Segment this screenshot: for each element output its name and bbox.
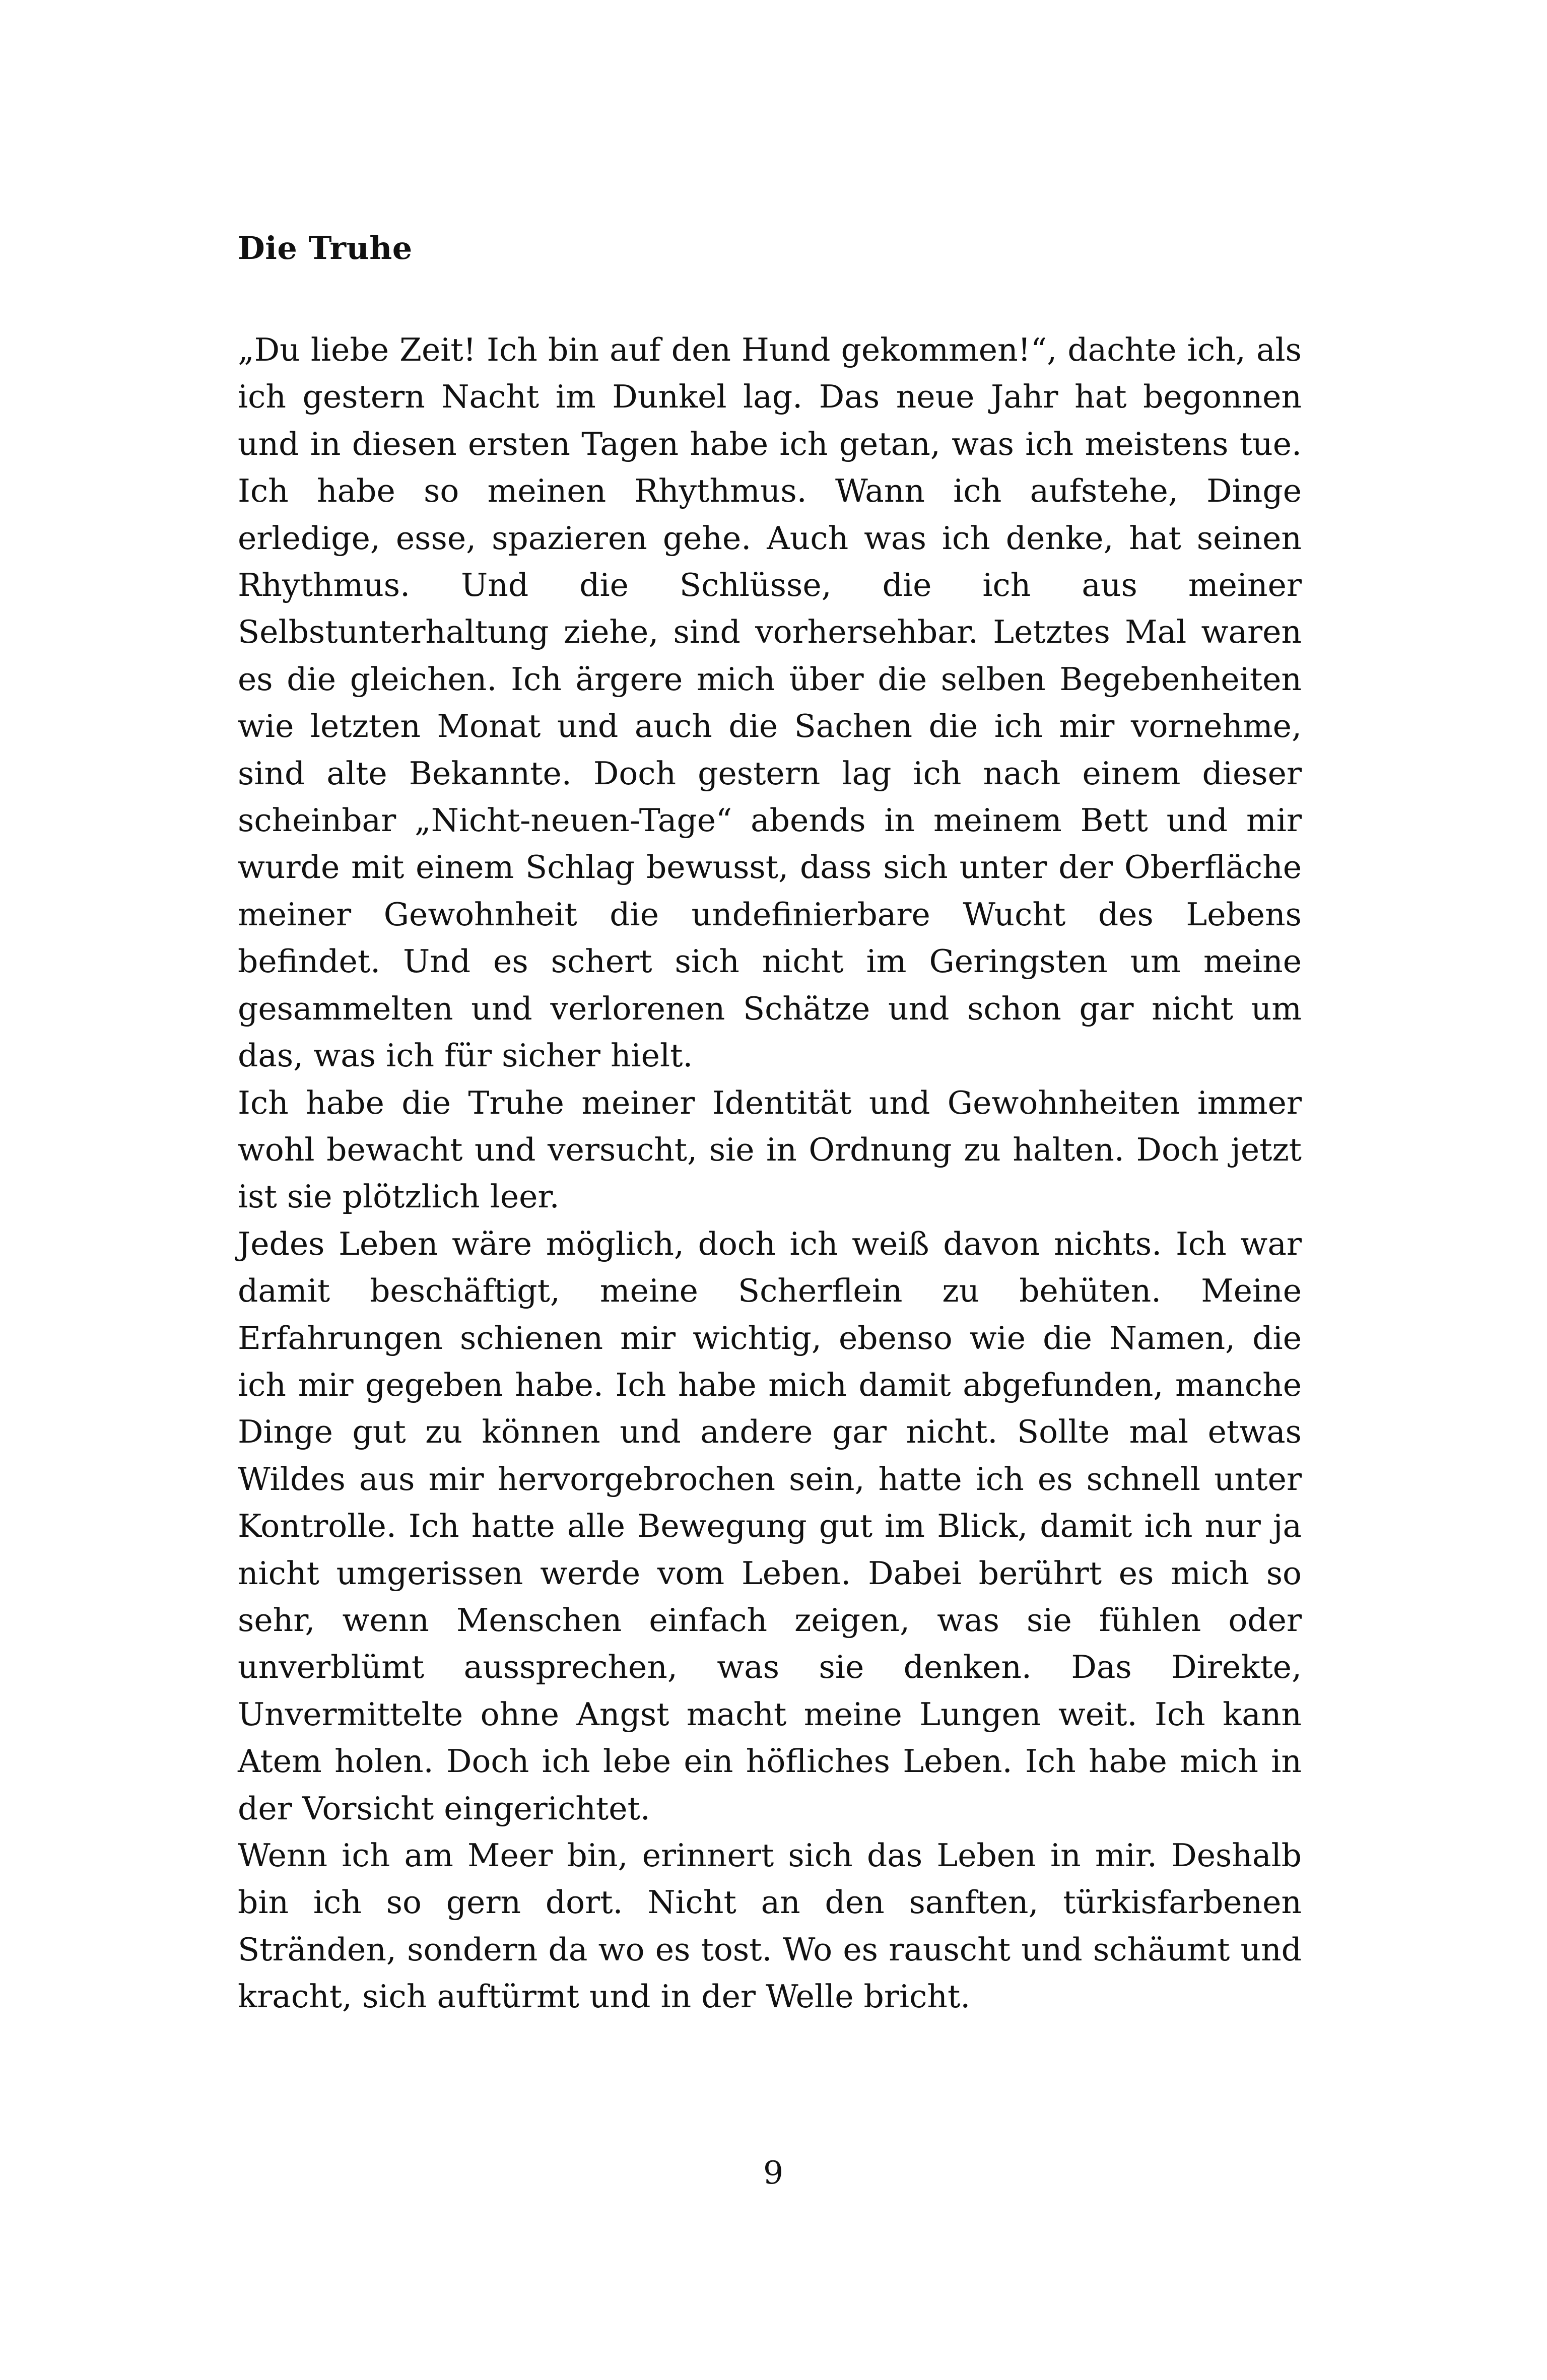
paragraph: Jedes Leben wäre möglich, doch ich weiß davon nichts. Ich war damit beschäftigt, meine Scherflein zu behüten. Meine Erfahrungen schienen mir wichtig, ebenso wie die Namen, die ich mir gegeben habe. Ich habe mich damit abgefunden, manche Dinge gut zu können und andere gar nicht. Sollte mal etwas Wildes aus mir hervorgebrochen sein, hatte ich es schnell unter Kontrolle. Ich hatte alle Bewegung gut im Blick, damit ich nur ja nicht umgerissen werde vom Leben. Dabei berührt es mich so sehr, wenn Menschen einfach zeigen, was sie fühlen oder unverblümt aussprechen, was sie denken. Das Direkte, Unvermittelte ohne Angst macht meine Lungen weit. Ich kann Atem holen. Doch ich lebe ein höfliches Leben. Ich habe mich in der Vorsicht eingerichtet.	[238, 1225, 1302, 1827]
paragraph: Ich habe die Truhe meiner Identität und Gewohnheiten immer wohl bewacht und versucht, sie in Ordnung zu halten. Doch jetzt ist sie plötzlich leer.	[238, 1084, 1302, 1215]
chapter-title: Die Truhe	[238, 230, 413, 266]
page-number: 9	[763, 2154, 784, 2191]
body-text	[238, 326, 1302, 2020]
paragraph: Wenn ich am Meer bin, erinnert sich das Leben in mir. Deshalb bin ich so gern dort. Nicht an den sanften, türkisfarbenen Stränden, sondern da wo es tost. Wo es rauscht und schäumt und kracht, sich auftürmt und in der Welle bricht.	[238, 1837, 1302, 2015]
paragraph: „Du liebe Zeit! Ich bin auf den Hund gekommen!“, dachte ich, als ich gestern Nacht im Dunkel lag. Das neue Jahr hat begonnen und in diesen ersten Tagen habe ich getan, was ich meistens tue. Ich habe so meinen Rhythmus. Wann ich aufstehe, Dinge erledige, esse, spazieren gehe. Auch was ich denke, hat seinen Rhythmus. Und die Schlüsse, die ich aus meiner Selbstunterhaltung ziehe, sind vorhersehbar. Letztes Mal waren es die gleichen. Ich ärgere mich über die selben Begebenheiten wie letzten Monat und auch die Sachen die ich mir vornehme, sind alte Bekannte. Doch gestern lag ich nach einem dieser scheinbar „Nicht-neuen-Tage“ abends in meinem Bett und mir wurde mit einem Schlag bewusst, dass sich unter der Oberfläche meiner Gewohnheit die undefinierbare Wucht des Lebens befindet. Und es schert sich nicht im Geringsten um meine gesammelten und verlorenen Schätze und schon gar nicht um das, was ich für sicher hielt.	[238, 331, 1302, 1074]
